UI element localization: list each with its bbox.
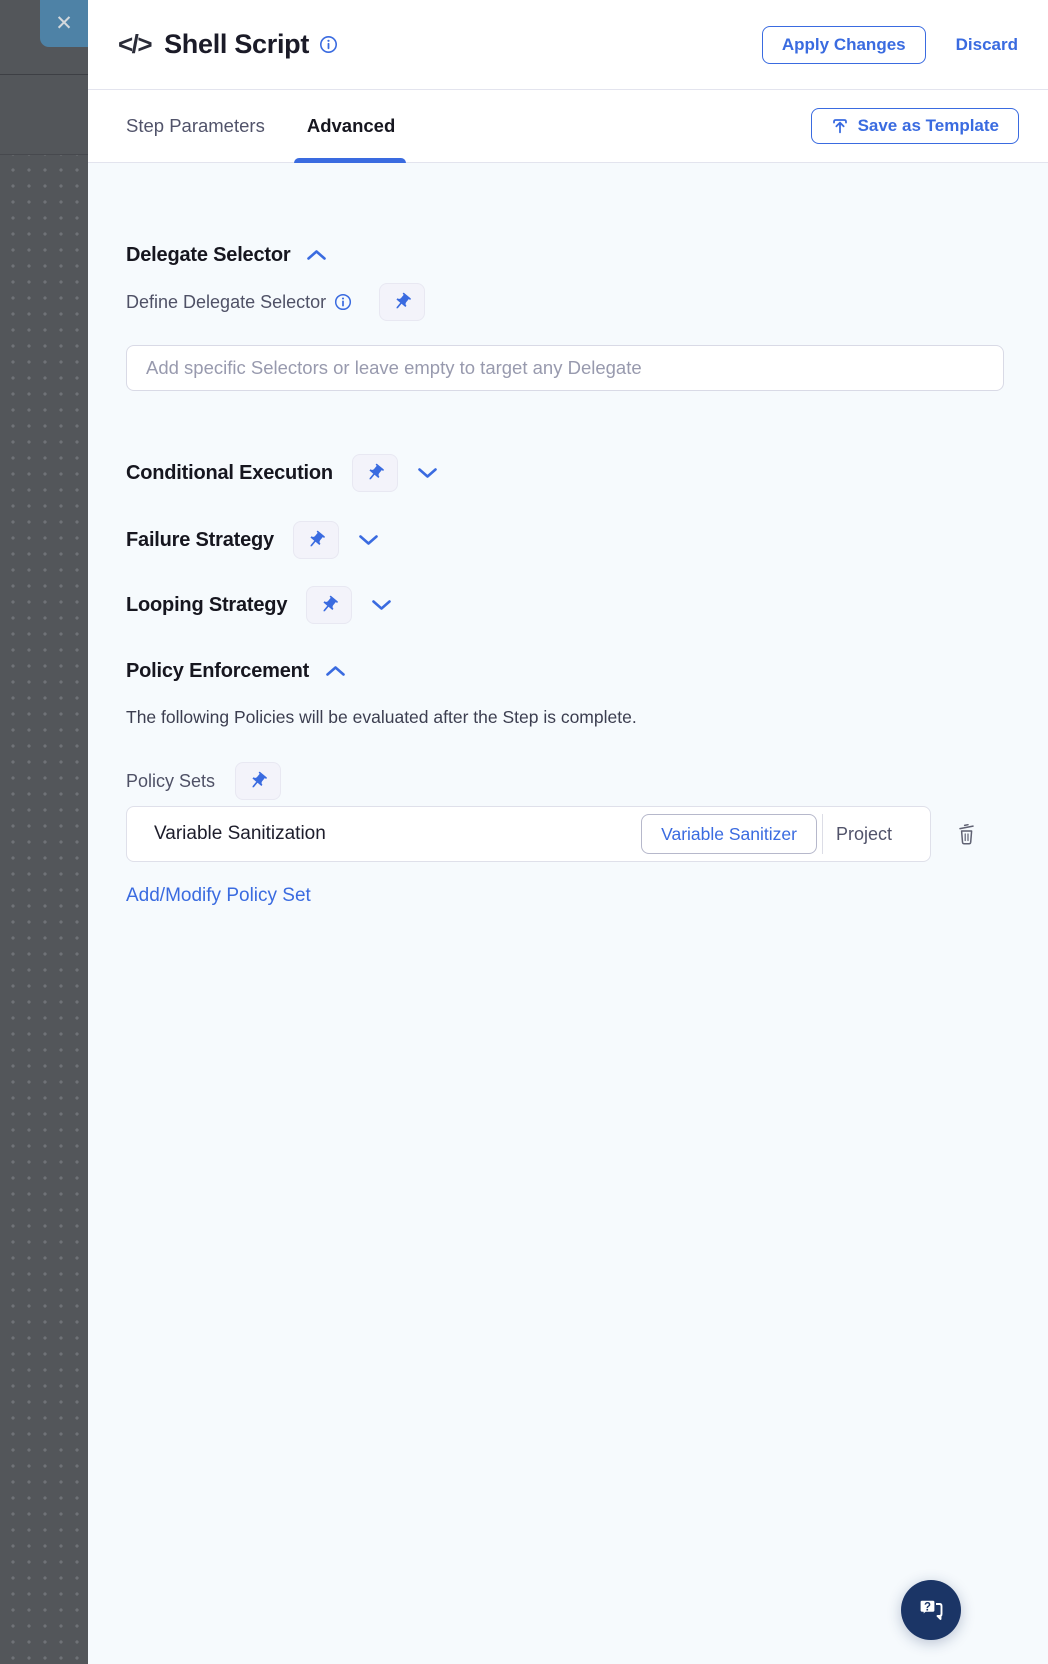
looping-strategy-title: Looping Strategy (126, 593, 288, 616)
canvas-divider (0, 74, 88, 75)
policy-set-meta (641, 814, 892, 854)
pin-icon (302, 526, 330, 554)
upload-icon (831, 117, 849, 135)
policy-set-card (126, 806, 931, 862)
pin-runtime-input-button[interactable] (293, 521, 339, 559)
define-delegate-selector-row (126, 283, 1048, 321)
looping-strategy-row (126, 585, 1048, 625)
policy-set-item-row (126, 806, 1048, 862)
add-modify-policy-set-link[interactable]: Add/Modify Policy Set (126, 885, 311, 906)
policy-set-name: Variable Sanitization (154, 823, 326, 844)
pin-runtime-input-button[interactable] (379, 283, 425, 321)
help-chat-fab[interactable] (901, 1580, 961, 1640)
tab-step-parameters[interactable]: Step Parameters (126, 115, 265, 136)
step-config-drawer (88, 0, 1048, 1664)
save-as-template-button[interactable] (811, 108, 1019, 144)
tab-bar (88, 90, 1048, 163)
trash-icon (956, 822, 978, 847)
chevron-down-icon[interactable] (358, 534, 379, 546)
chevron-down-icon[interactable] (417, 467, 438, 479)
info-icon[interactable] (334, 293, 352, 311)
pin-icon (361, 459, 389, 487)
delete-policy-set-button[interactable] (956, 822, 978, 847)
drawer-close-button[interactable] (40, 0, 88, 47)
policy-enforcement-description: The following Policies will be evaluated after the Step is complete. (126, 707, 637, 727)
failure-strategy-title: Failure Strategy (126, 528, 274, 551)
policy-scope-label: Project (835, 823, 892, 844)
chevron-up-icon[interactable] (325, 665, 346, 677)
chevron-up-icon[interactable] (306, 249, 327, 261)
save-as-template-label: Save as Template (857, 116, 999, 135)
pin-icon (388, 288, 416, 316)
page-title: Shell Script (164, 29, 310, 59)
policy-enforcement-title: Policy Enforcement (126, 659, 310, 682)
svg-text:?: ? (923, 1601, 932, 1614)
policy-sets-row (126, 762, 1048, 800)
delegate-selector-title: Delegate Selector (126, 243, 291, 266)
chat-icon (915, 1594, 947, 1626)
pin-runtime-input-button[interactable] (352, 454, 398, 492)
close-icon: ✕ (55, 12, 73, 35)
header-actions (762, 26, 1018, 64)
define-delegate-selector-label: Define Delegate Selector (126, 291, 327, 312)
apply-changes-button[interactable]: Apply Changes (762, 26, 926, 64)
discard-button[interactable]: Discard (955, 34, 1018, 54)
divider (822, 814, 823, 854)
canvas-dot-grid (0, 155, 88, 1664)
shell-script-icon: </> (118, 29, 152, 59)
pin-icon (315, 591, 343, 619)
pin-runtime-input-button[interactable] (306, 586, 352, 624)
conditional-execution-title: Conditional Execution (126, 461, 333, 484)
tab-advanced[interactable]: Advanced (307, 90, 395, 162)
pipeline-canvas (0, 0, 88, 1664)
failure-strategy-row (126, 520, 1048, 560)
advanced-tab-content (88, 163, 1048, 907)
pin-icon (244, 767, 272, 795)
policy-sets-label: Policy Sets (126, 770, 216, 791)
info-icon[interactable] (319, 35, 338, 54)
delegate-selector-input[interactable] (126, 345, 1004, 391)
delegate-selector-section-header (126, 243, 1048, 267)
policy-badge[interactable]: Variable Sanitizer (641, 814, 817, 854)
chevron-down-icon[interactable] (371, 599, 392, 611)
drawer-header (88, 0, 1048, 90)
conditional-execution-row (126, 453, 1048, 493)
pin-runtime-input-button[interactable] (235, 762, 281, 800)
policy-enforcement-section-header (126, 659, 1048, 683)
